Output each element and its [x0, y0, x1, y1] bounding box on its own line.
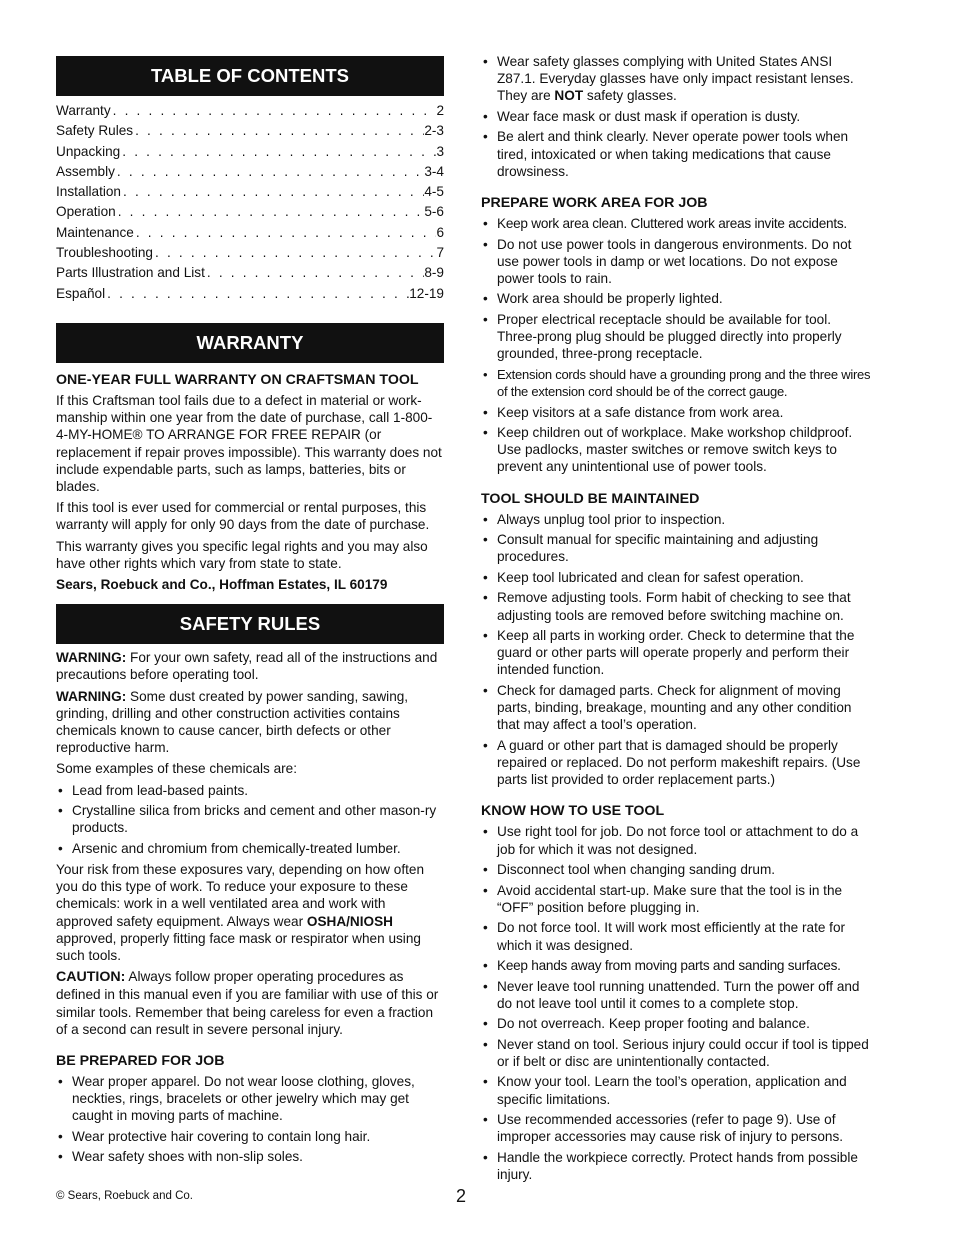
toc-row[interactable] [56, 122, 444, 142]
copyright-text: © Sears, Roebuck and Co. [56, 1190, 193, 1202]
prepared-list [56, 1073, 444, 1166]
list-item: • Keep hands away from moving parts and sanding surfaces. [481, 957, 873, 974]
toc-label: Unpacking [56, 143, 121, 159]
toc-label: Warranty [56, 103, 111, 118]
toc-page: 4-5 [424, 184, 444, 200]
list-item: • Extension cords should have a grounding prong and the three wires of the extension cord should be of the correct gauge. [481, 366, 873, 400]
list-item: • Wear safety glasses complying with United States ANSI Z87.1. Everyday glasses have only impact resistant lenses. They are NOT safety glasses. [481, 53, 873, 105]
list-item: • Keep tool lubricated and clean for safest operation. [481, 569, 873, 586]
toc-label: Troubleshooting [56, 245, 153, 261]
warning-paragraph: WARNING: For your own safety, read all of the instructions and precautions before operating tool. [56, 650, 438, 683]
list-item: • Keep all parts in working order. Check to determine that the guard or other parts will operate properly and perform their intended function. [481, 627, 873, 679]
toc-page: 7 [436, 245, 444, 261]
list-item: • Keep work area clean. Cluttered work areas invite accidents. [481, 215, 873, 232]
warning-paragraph: WARNING: Some dust created by power sanding, sawing, grinding, drilling and other construction activities contains chemicals known to cause cancer, birth defects or other reproductive harm. [56, 688, 409, 756]
page-number: 2 [456, 1186, 467, 1206]
warning-label: WARNING: [56, 688, 127, 704]
warranty-paragraph: If this tool is ever used for commercial or rental purposes, this warranty will apply for only 90 days from the date of purchase. [56, 500, 430, 533]
toc-label: Operation [56, 204, 116, 220]
caution-label: CAUTION: [56, 969, 126, 986]
list-item: • Wear safety shoes with non-slip soles. [56, 1148, 444, 1165]
toc-row[interactable] [56, 183, 444, 203]
work-area-heading: PREPARE WORK AREA FOR JOB [481, 195, 708, 212]
toc-label: Parts Illustration and List [56, 265, 205, 281]
list-item: • Never stand on tool. Serious injury could occur if tool is tipped or if belt or disc are unintentionally contacted. [481, 1036, 873, 1070]
maintained-heading: TOOL SHOULD BE MAINTAINED [481, 490, 700, 507]
list-item: • Wear protective hair covering to contain long hair. [56, 1128, 444, 1145]
list-item: • Lead from lead-based paints. [56, 782, 444, 799]
work-area-list [481, 215, 873, 476]
caution-paragraph: CAUTION: Always follow proper operating procedures as defined in this manual even if you are familiar with use of this or similar tools. Remember that being careless for even a fraction of a second can result in severe personal injury. [56, 969, 439, 1037]
toc-page: 3 [436, 143, 444, 159]
list-item: • Remove adjusting tools. Form habit of checking to see that adjusting tools are removed before switching machine on. [481, 589, 873, 623]
toc-row[interactable] [56, 224, 444, 244]
list-item: • Use recommended accessories (refer to page 9). Use of improper accessories may cause risk of injury to persons. [481, 1111, 873, 1145]
toc-row[interactable] [56, 203, 444, 223]
list-item: • Handle the workpiece correctly. Protect hands from possible injury. [481, 1149, 873, 1183]
list-item: • Check for damaged parts. Check for alignment of moving parts, binding, breakage, mounting and any other condition that may affect a tool’s operation. [481, 682, 873, 734]
list-item: • Wear face mask or dust mask if operation is dusty. [481, 108, 873, 125]
toc-page: 2 [436, 103, 444, 118]
toc-row[interactable] [56, 102, 444, 122]
toc-label: Safety Rules [56, 123, 134, 139]
warranty-address: Sears, Roebuck and Co., Hoffman Estates, IL 60179 [56, 577, 388, 592]
list-item: • Consult manual for specific maintaining and adjusting procedures. [481, 531, 873, 565]
toc-page: 8-9 [424, 265, 444, 281]
warranty-paragraph: This warranty gives you specific legal rights and you may also have other rights which vary from state to state. [56, 538, 428, 571]
list-item: • Know your tool. Learn the tool’s operation, application and specific limitations. [481, 1073, 873, 1107]
list-item: • Disconnect tool when changing sanding drum. [481, 861, 873, 878]
right-column [481, 53, 873, 1187]
table-of-contents [56, 102, 444, 305]
list-item: • Crystalline silica from bricks and cement and other mason-ry products. [56, 802, 444, 836]
toc-page: 3-4 [424, 163, 444, 179]
list-item: • Never leave tool running unattended. Turn the power off and do not leave tool until it comes to a complete stop. [481, 978, 873, 1012]
toc-row[interactable] [56, 264, 444, 284]
list-item: • Do not force tool. It will work most efficiently at the rate for which it was designed. [481, 919, 873, 953]
list-item: • Do not overreach. Keep proper footing and balance. [481, 1015, 873, 1032]
maintained-list [481, 511, 873, 789]
list-item: • Proper electrical receptacle should be available for tool. Three-prong plug should be plugged directly into properly grounded, three-prong receptacle. [481, 311, 873, 363]
toc-page: 12-19 [409, 285, 444, 301]
toc-page: 2-3 [424, 123, 444, 139]
know-how-heading: KNOW HOW TO USE TOOL [481, 803, 665, 820]
toc-row[interactable] [56, 143, 444, 163]
warranty-heading: WARRANTY [56, 323, 444, 363]
list-item: • Work area should be properly lighted. [481, 290, 873, 307]
list-item: • A guard or other part that is damaged should be properly repaired or replaced. Do not perform makeshift repairs. (Use parts list provided to order replacement parts.) [481, 737, 873, 789]
know-how-list [481, 823, 873, 1183]
list-item: • Keep visitors at a safe distance from work area. [481, 404, 873, 421]
list-item: • Arsenic and chromium from chemically-treated lumber. [56, 840, 444, 857]
toc-page: 5-6 [424, 204, 444, 220]
list-item: • Do not use power tools in dangerous environments. Do not use power tools in damp or wet locations. Do not expose power tools to rain. [481, 236, 873, 288]
toc-row[interactable] [56, 163, 444, 183]
toc-row[interactable] [56, 244, 444, 264]
toc-label: Maintenance [56, 224, 134, 240]
list-item: • Avoid accidental start-up. Make sure that the tool is in the “OFF” position before plugging in. [481, 882, 873, 916]
toc-label: Installation [56, 184, 121, 200]
toc-page: 6 [436, 224, 444, 240]
toc-row[interactable] [56, 285, 444, 305]
safety-heading: SAFETY RULES [56, 604, 444, 644]
list-item: • Use right tool for job. Do not force tool or attachment to do a job for which it was not designed. [481, 823, 873, 857]
list-item: • Keep children out of workplace. Make workshop childproof. Use padlocks, master switches or remove switch keys to prevent any unintentional use of power tools. [481, 424, 873, 476]
warranty-subheading: ONE-YEAR FULL WARRANTY ON CRAFTSMAN TOOL [56, 371, 419, 388]
chemical-examples-list [56, 782, 444, 857]
list-item: • Always unplug tool prior to inspection. [481, 511, 873, 528]
toc-label: Assembly [56, 163, 115, 179]
prepared-list-continued [481, 53, 873, 180]
examples-intro: Some examples of these chemicals are: [56, 761, 298, 777]
prepared-heading: BE PREPARED FOR JOB [56, 1053, 225, 1070]
warranty-paragraph: If this Craftsman tool fails due to a defect in material or work-manship within one year from the date of purchase, call 1-800-4-MY-HOME® TO ARRANGE FOR FREE REPAIR (or replacement if repair proves impossible). This warranty does not include expendable parts, such as lamps, batteries, bits or blades. [56, 392, 442, 494]
toc-label: Español [56, 285, 106, 301]
toc-heading: TABLE OF CONTENTS [56, 56, 444, 96]
list-item: • Be alert and think clearly. Never operate power tools when tired, intoxicated or when taking medications that cause drowsiness. [481, 128, 873, 180]
list-item: • Wear proper apparel. Do not wear loose clothing, gloves, neckties, rings, bracelets or other jewelry which may get caught in moving parts of machine. [56, 1073, 444, 1125]
risk-paragraph: Your risk from these exposures vary, depending on how often you do this type of work. To reduce your exposure to these chemicals: work in a well ventilated area and work with approved safety equipment. Always wear OSHA/NIOSH approved, properly fitting face mask or respirator when using such tools. [56, 862, 424, 964]
left-column [56, 56, 444, 1170]
warning-label: WARNING: [56, 650, 127, 666]
